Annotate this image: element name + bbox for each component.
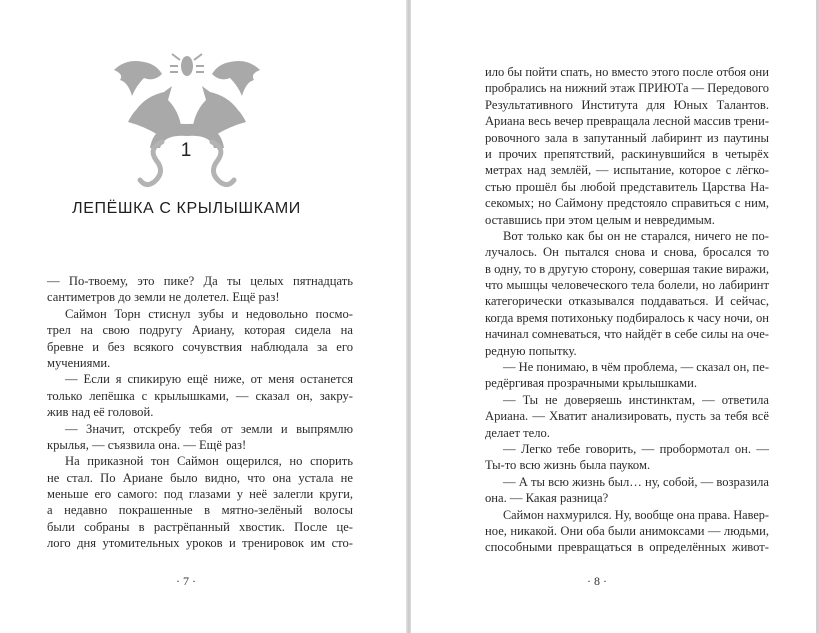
page-number: · 8 ·: [587, 574, 607, 588]
text-line-content: — Значит, отскребу тебя от земли и выпрямлю: [65, 421, 353, 436]
text-line-content: — Если я спикирую ещё ниже, от меня останется: [65, 372, 353, 387]
text-line-content: сантиметров до земли не долетел. Ещё раз!: [47, 290, 280, 305]
text-line-content: редную попытку.: [485, 343, 577, 358]
text-line: [47, 486, 353, 502]
text-line-content: секомых; но Саймону предстояло справиться с ним,: [485, 196, 769, 211]
text-line-content: Ариана. — Хватит анализировать, пусть за тебя всё: [485, 409, 769, 424]
text-line-content: ное, никакой. Они оба были анимоксами — людьми,: [485, 523, 769, 538]
text-line: [47, 371, 353, 387]
right-page: [411, 0, 816, 633]
text-line-content: делает тело.: [485, 425, 550, 440]
text-line: [485, 392, 769, 408]
text-line-content: лучалось. Он пытался снова и снова, бросался то: [485, 245, 769, 260]
text-line: [485, 375, 769, 391]
text-line-content: Ты-то всю жизнь была пауком.: [485, 458, 651, 473]
text-line-content: метрах над землёй, — испытание, которое с лёгко-: [485, 163, 769, 178]
text-line-content: крылья, — съязвила она. — Ещё раз!: [47, 437, 247, 452]
text-line: [47, 535, 353, 551]
text-line-content: ровочного зала в запутанный лабиринт из паутины: [485, 130, 769, 145]
text-line: [485, 359, 769, 375]
text-line-content: ило бы пойти спать, но вместо этого после отбоя они: [485, 65, 769, 79]
text-line-content: меньше его самого: под глазами у неё залегли круги,: [47, 487, 353, 502]
text-line-content: На приказной тон Саймон ощерился, но спорить: [65, 454, 353, 469]
text-line: [485, 130, 769, 146]
text-line-content: Саймон нахмурился. Ну, вообще она права. Навер-: [503, 507, 769, 522]
text-line-content: редёргивая прозрачными крылышками.: [485, 376, 698, 391]
text-line: [47, 355, 353, 371]
text-line-content: только лепёшка с крылышками, — сказал он, закру-: [47, 388, 353, 403]
text-line: [47, 339, 353, 355]
text-line: [485, 539, 769, 555]
text-line-content: — А ты всю жизнь был… ну, собой, — возразила: [503, 474, 769, 489]
text-line-content: — Не понимаю, в чём проблема, — сказал он, пе-: [503, 360, 769, 375]
text-line: [485, 162, 769, 178]
text-line-content: — Ты не доверяешь инстинктам, — ответила: [503, 392, 769, 407]
text-line-content: оставшись при этом целым и невредимым.: [485, 212, 715, 227]
text-line: [47, 502, 353, 518]
text-line: [485, 441, 769, 457]
text-line: [47, 306, 353, 322]
text-line: [485, 310, 769, 326]
text-line: [485, 457, 769, 473]
text-line: [485, 326, 769, 342]
text-line-content: — По-твоему, это пике? Да ты целых пятнадцать: [47, 274, 353, 288]
text-line-content: начинал сомневаться, что найдёт в себе силы на оче-: [485, 327, 769, 342]
text-line: [47, 404, 353, 420]
text-line-content: Результативного Института для Юных Талантов.: [485, 97, 769, 112]
text-line-content: и прочих препятствий, раскинувшийся в четырёх: [485, 146, 769, 161]
text-line-content: — Легко тебе говорить, — пробормотал он. —: [503, 441, 769, 456]
text-line-content: жив над её головой.: [47, 405, 154, 420]
text-line-content: Вот только как бы он не старался, ничего не по-: [503, 228, 769, 243]
text-line-content: трел на свою подругу Ариану, которая сидела на: [47, 323, 353, 338]
text-line-content: способными превращаться в определённых живот-: [485, 540, 769, 555]
text-line: [47, 273, 353, 289]
text-line-content: категорически отказывался поддаваться. И сейчас,: [485, 294, 769, 309]
text-line: [485, 212, 769, 228]
text-line: [485, 179, 769, 195]
text-line: [485, 228, 769, 244]
text-line-content: Ариана весь вечер превращала лесной массив трени-: [485, 114, 769, 129]
text-line-content: мучениями.: [47, 355, 111, 370]
page-number: · 7 ·: [176, 574, 196, 588]
text-line: [485, 195, 769, 211]
text-line: [47, 388, 353, 404]
text-line: [47, 470, 353, 486]
chapter-emblem-icon: [106, 52, 268, 192]
text-line: [485, 64, 769, 80]
chapter-title: ЛЕПЁШКА С КРЫЛЫШКАМИ: [72, 200, 301, 217]
text-line: [485, 490, 769, 506]
text-line-content: лого дня утомительных уроков и тренировок им сто-: [47, 536, 353, 551]
left-page: [0, 0, 406, 633]
text-line: [47, 453, 353, 469]
text-line: [485, 474, 769, 490]
text-line-content: когда время потихоньку подбиралось к часу ночи, он: [485, 310, 769, 325]
text-line-content: она. — Какая разница?: [485, 491, 609, 506]
text-line: [485, 293, 769, 309]
text-line: [485, 261, 769, 277]
text-line-content: пробрались на нижний этаж ПРИЮТа — Передового: [485, 81, 769, 96]
text-line: [47, 437, 353, 453]
text-line: [485, 113, 769, 129]
text-line: [485, 277, 769, 293]
text-line: [485, 507, 769, 523]
text-line: [485, 244, 769, 260]
chapter-number: 1: [180, 140, 192, 161]
text-line-content: бревне и без всякого сочувствия наблюдала за его: [47, 339, 353, 354]
text-line: [47, 421, 353, 437]
text-line: [47, 322, 353, 338]
text-line: [485, 97, 769, 113]
text-line: [47, 289, 353, 305]
text-line: [485, 146, 769, 162]
text-line-content: Саймон Торн стиснул зубы и недовольно посмо-: [65, 306, 353, 321]
text-line: [485, 408, 769, 424]
text-line: [485, 80, 769, 96]
text-line: [485, 523, 769, 539]
text-line-content: а недавно покрашенные в мятно-зелёный волосы: [47, 503, 353, 518]
text-line-content: стью прошёл бы любой представитель Царства На-: [485, 179, 769, 194]
text-line-content: что мышцы человеческого тела болели, но лабиринт: [485, 278, 769, 293]
left-page-body: [47, 273, 353, 552]
text-line: [47, 519, 353, 535]
text-line: [485, 425, 769, 441]
text-line-content: были собраны в растрёпанный хвостик. После це-: [47, 519, 353, 534]
text-line: [485, 343, 769, 359]
right-page-body: [485, 64, 769, 556]
text-line-content: в одну, то в другую сторону, совершая такие виражи,: [485, 261, 769, 276]
text-line-content: не стал. По Ариане было видно, что она устала не: [47, 470, 353, 485]
